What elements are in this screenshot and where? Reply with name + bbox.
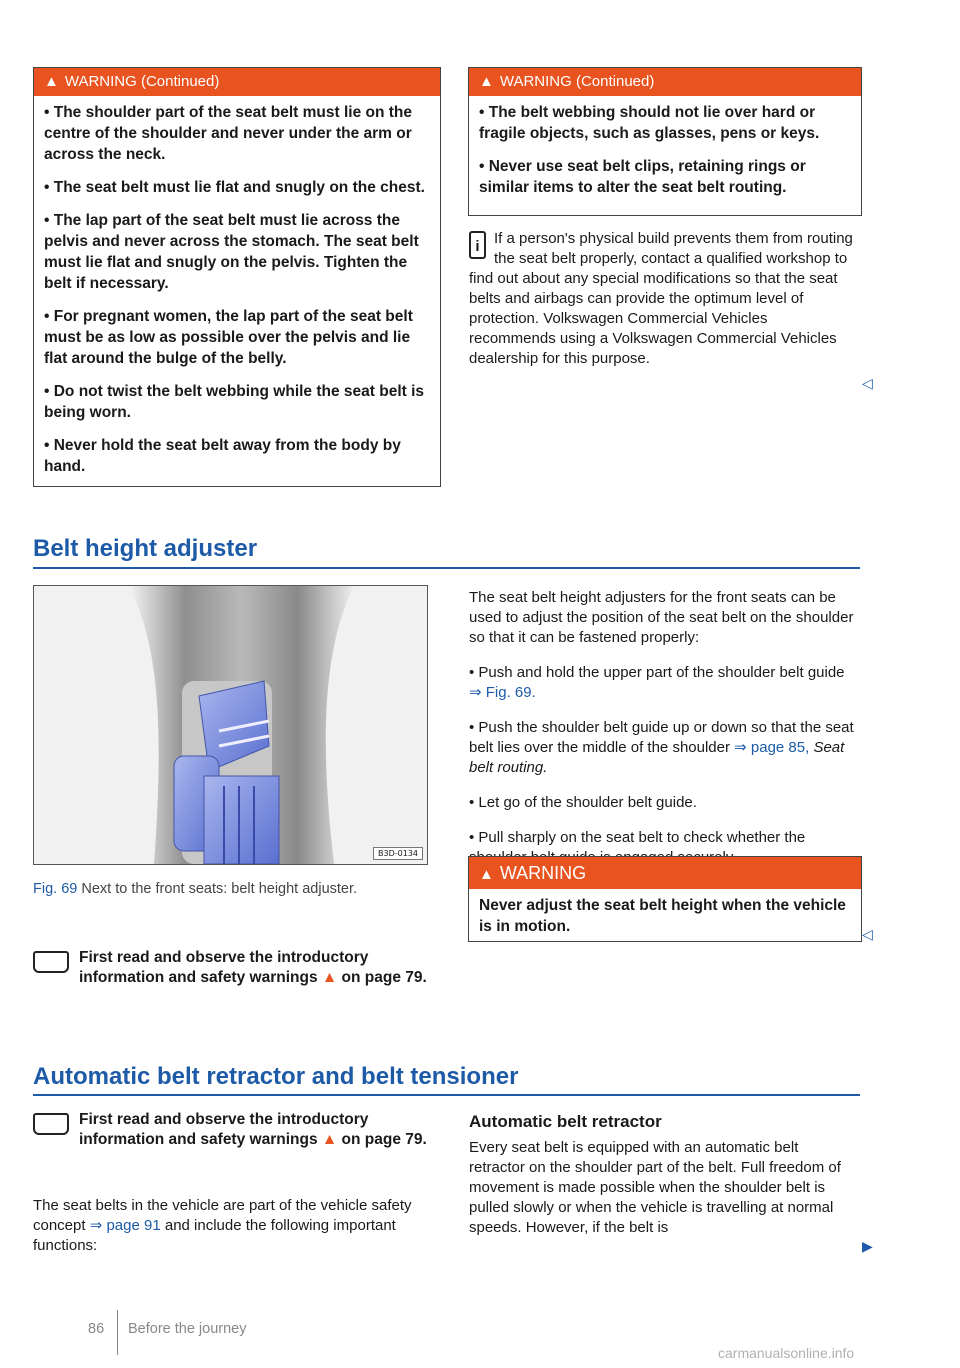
warning-body <box>34 96 440 483</box>
warning-triangle-icon: ▲ <box>479 866 494 883</box>
warning-header <box>34 68 440 96</box>
warning-box-height <box>468 856 862 942</box>
info-note <box>469 229 854 369</box>
section-title-belt-height: Belt height adjuster <box>33 535 258 562</box>
step-2 <box>469 718 859 778</box>
fig-link[interactable]: ⇒ Fig. 69. <box>469 684 536 701</box>
page-number: 86 <box>88 1321 105 1337</box>
warning-item: Never adjust the seat belt height when the vehicle is in motion. <box>479 897 846 935</box>
page-link[interactable]: ⇒ page 85, <box>734 739 810 756</box>
warning-item: • The lap part of the seat belt must lie across the pelvis and never across the stomach. The seat belt must lie flat and snugly on the pelvis. Tighten the belt if necessary. <box>44 212 419 292</box>
warning-triangle-icon: ▲ <box>44 73 59 90</box>
belt-height-adjuster-illustration <box>34 586 427 864</box>
page-link[interactable]: ⇒ page 91 <box>89 1217 161 1234</box>
intro-note-1 <box>33 948 433 988</box>
warning-title: WARNING (Continued) <box>499 73 655 90</box>
warning-title: WARNING (Continued) <box>64 73 220 90</box>
retractor-paragraph: Every seat belt is equipped with an automatic belt retractor on the shoulder part of the belt. Full freedom of movement is made possible when the shoulder belt is pulled slowly or when the vehicle is travelling at normal speeds. However, if the belt is <box>469 1139 841 1236</box>
warning-box-right <box>468 67 862 216</box>
end-mark: ◁ <box>862 926 873 942</box>
warning-item: • The seat belt must lie flat and snugly on the chest. <box>44 179 425 196</box>
book-icon <box>33 951 69 973</box>
warning-body <box>469 96 861 204</box>
figure-69 <box>33 585 428 865</box>
warning-box-left <box>33 67 441 487</box>
figure-label: Fig. 69 <box>33 881 78 897</box>
intro-page-ref: on page 79. <box>341 1131 427 1148</box>
warning-item: • The belt webbing should not lie over hard or fragile objects, such as glasses, pens or keys. <box>479 104 820 142</box>
warning-triangle-icon: ▲ <box>321 1131 338 1148</box>
sub-title-retractor: Automatic belt retractor <box>469 1112 662 1131</box>
step-1 <box>469 663 859 703</box>
paragraph-text: and include the following important functions: <box>33 1217 396 1254</box>
info-note-text: If a person's physical build prevents them from routing the seat belt properly, contact a qualified workshop to find out about any special modifications so that the seat belts and airbags can provide the optimum level of protection. Volkswagen Commercial Vehicles recommends using a Volkswagen Commercial Vehicles dealership for this purpose. <box>469 230 853 367</box>
step-3: • Let go of the shoulder belt guide. <box>469 794 697 811</box>
info-icon: i <box>469 231 486 259</box>
warning-item: • Do not twist the belt webbing while the seat belt is being worn. <box>44 383 425 421</box>
belt-adjuster-instructions <box>469 588 859 883</box>
continue-arrow-icon: ▶ <box>862 1238 873 1254</box>
warning-item: • Never use seat belt clips, retaining rings or similar items to alter the seat belt routing. <box>479 158 806 196</box>
watermark: carmanualsonline.info <box>718 1345 855 1361</box>
step-4: • Pull sharply on the seat belt to check whether the <box>469 829 806 846</box>
section-title-belt-retractor: Automatic belt retractor and belt tensioner <box>33 1063 519 1090</box>
paragraph-text: The seat belts in the vehicle are part of the vehicle safety concept <box>33 1197 412 1234</box>
warning-title: WARNING <box>499 863 587 883</box>
warning-item: • The shoulder part of the seat belt must lie on the centre of the shoulder and never under the arm or across the neck. <box>44 104 412 163</box>
figure-code: B3D-0134 <box>373 847 423 860</box>
warning-body <box>469 889 861 943</box>
warning-header <box>469 68 861 96</box>
section-rule <box>33 1094 860 1096</box>
end-mark: ◁ <box>862 375 873 391</box>
chapter-title: Before the journey <box>128 1321 247 1337</box>
step-text: • Push and hold the upper part of the shoulder belt guide <box>469 664 845 681</box>
warning-item: • Never hold the seat belt away from the body by hand. <box>44 437 401 475</box>
intro-note-2 <box>33 1110 433 1150</box>
book-icon <box>33 1113 69 1135</box>
figure-caption-text: Next to the front seats: belt height adjuster. <box>81 881 358 897</box>
lead-paragraph: The seat belt height adjusters for the front seats can be used to adjust the position of the seat belt on the shoulder so that it can be fastened properly: <box>469 589 854 646</box>
footer-divider <box>117 1310 118 1355</box>
warning-header <box>469 857 861 889</box>
intro-text: First read and observe the introductory information and safety warnings <box>79 949 369 986</box>
link-title: Seat belt routing. <box>469 739 845 776</box>
step-text: • Push the shoulder belt guide up or down so that the seat belt lies over the middle of the shoulder <box>469 719 854 756</box>
intro-page-ref: on page 79. <box>341 969 427 986</box>
section-rule <box>33 567 860 569</box>
figure-caption <box>33 880 433 899</box>
intro-text: First read and observe the introductory information and safety warnings <box>79 1111 369 1148</box>
warning-item: • For pregnant women, the lap part of the seat belt must be as low as possible over the pelvis and lie flat around the bulge of the belly. <box>44 308 413 367</box>
warning-triangle-icon: ▲ <box>321 969 338 986</box>
safety-concept-paragraph <box>33 1196 433 1256</box>
warning-triangle-icon: ▲ <box>479 73 494 90</box>
